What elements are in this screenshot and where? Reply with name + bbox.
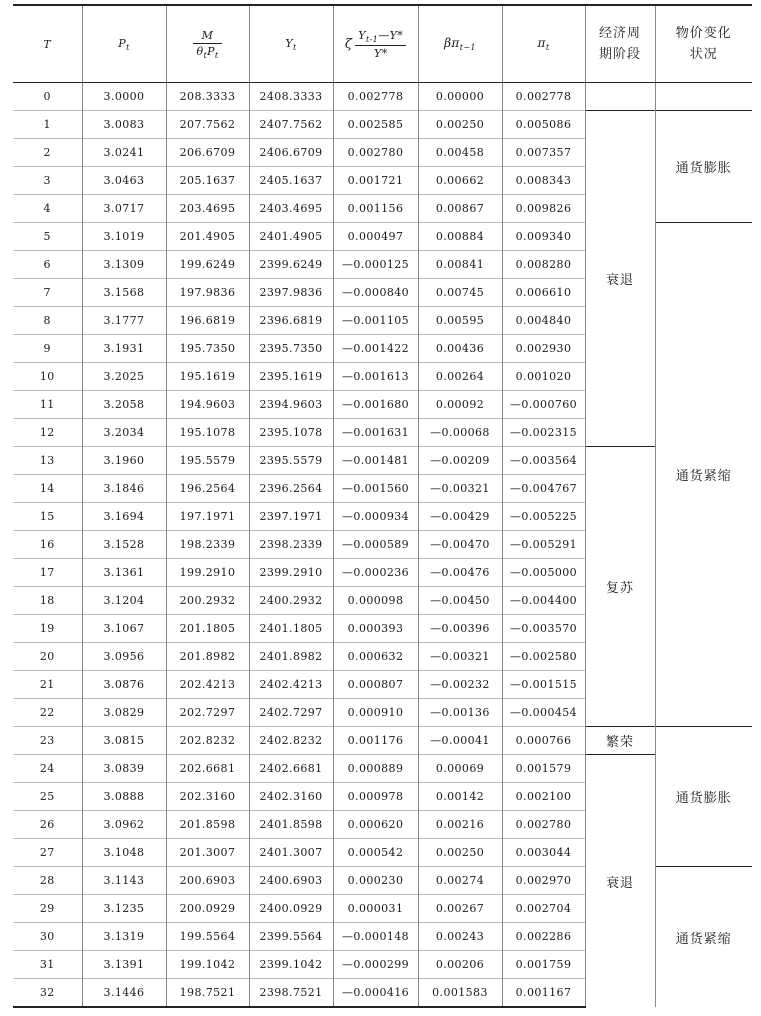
cell-y: 2395.1078 (249, 419, 333, 447)
cell-mp: 197.9836 (166, 279, 249, 307)
table-row (13, 447, 752, 475)
cell-pi: 0.001759 (502, 951, 585, 979)
cell-gap: 0.000230 (333, 867, 418, 895)
cell-y: 2396.2564 (249, 475, 333, 503)
cell-beta: 0.00436 (418, 335, 502, 363)
cell-beta: 0.00092 (418, 391, 502, 419)
table-row (13, 83, 752, 111)
cell-p: 3.1694 (82, 503, 166, 531)
cell-y: 2402.4213 (249, 671, 333, 699)
cell-t: 15 (13, 503, 82, 531)
cell-mp: 199.6249 (166, 251, 249, 279)
cell-gap: —0.001105 (333, 307, 418, 335)
cell-t: 1 (13, 111, 82, 139)
cell-gap: 0.001156 (333, 195, 418, 223)
cell-gap: 0.000497 (333, 223, 418, 251)
cell-gap: 0.000632 (333, 643, 418, 671)
cell-pi: —0.005000 (502, 559, 585, 587)
cell-beta: 0.00884 (418, 223, 502, 251)
cell-mp: 194.9603 (166, 391, 249, 419)
cell-y: 2399.1042 (249, 951, 333, 979)
cell-p: 3.1568 (82, 279, 166, 307)
header-row (13, 5, 752, 83)
cell-beta: 0.00142 (418, 783, 502, 811)
cell-p: 3.2058 (82, 391, 166, 419)
cell-pi: 0.001167 (502, 979, 585, 1008)
cell-pi: 0.009340 (502, 223, 585, 251)
cell-t: 29 (13, 895, 82, 923)
cell-mp: 195.5579 (166, 447, 249, 475)
cell-mp: 196.6819 (166, 307, 249, 335)
col-header-pi: $\pi_t$ (502, 5, 585, 83)
cell-y: 2406.6709 (249, 139, 333, 167)
cell-mp: 198.2339 (166, 531, 249, 559)
cell-gap: —0.001481 (333, 447, 418, 475)
cell-beta: 0.00595 (418, 307, 502, 335)
cell-p: 3.0829 (82, 699, 166, 727)
cell-y: 2398.2339 (249, 531, 333, 559)
cell-beta: 0.00274 (418, 867, 502, 895)
cell-p: 3.0083 (82, 111, 166, 139)
cell-beta: 0.00745 (418, 279, 502, 307)
cell-t: 12 (13, 419, 82, 447)
cell-mp: 199.1042 (166, 951, 249, 979)
cell-pi: 0.000766 (502, 727, 585, 755)
cell-beta: 0.00264 (418, 363, 502, 391)
cell-y: 2408.3333 (249, 83, 333, 111)
cell-beta: —0.00209 (418, 447, 502, 475)
col-header-cycle-phase: 经济周 期阶段 (585, 5, 655, 83)
cell-p: 3.1019 (82, 223, 166, 251)
cell-beta: —0.00396 (418, 615, 502, 643)
cell-y: 2402.3160 (249, 783, 333, 811)
cell-mp: 199.2910 (166, 559, 249, 587)
cell-gap: —0.000934 (333, 503, 418, 531)
cell-gap: —0.000589 (333, 531, 418, 559)
cell-beta: —0.00450 (418, 587, 502, 615)
cell-pi: 0.008280 (502, 251, 585, 279)
cell-y: 2402.6681 (249, 755, 333, 783)
cell-gap: 0.000393 (333, 615, 418, 643)
cell-pi: 0.001020 (502, 363, 585, 391)
cell-mp: 202.6681 (166, 755, 249, 783)
table-row (13, 727, 752, 755)
cell-pi: 0.003044 (502, 839, 585, 867)
cell-pi: 0.002780 (502, 811, 585, 839)
cell-gap: —0.001631 (333, 419, 418, 447)
cell-t: 26 (13, 811, 82, 839)
price-change-cell: 通货紧缩 (655, 223, 752, 727)
cell-beta: 0.00458 (418, 139, 502, 167)
cell-y: 2400.0929 (249, 895, 333, 923)
cycle-phase-cell (585, 83, 655, 111)
col-header-output-gap: ζ $\frac{Y_{t-1}—Y*}{Y*}$ (333, 5, 418, 83)
cell-t: 3 (13, 167, 82, 195)
cell-pi: 0.009826 (502, 195, 585, 223)
cell-mp: 201.4905 (166, 223, 249, 251)
cell-beta: 0.00000 (418, 83, 502, 111)
cell-beta: —0.00232 (418, 671, 502, 699)
cell-p: 3.1931 (82, 335, 166, 363)
cell-pi: 0.002704 (502, 895, 585, 923)
cell-gap: —0.000236 (333, 559, 418, 587)
cell-pi: —0.002580 (502, 643, 585, 671)
cell-beta: —0.00429 (418, 503, 502, 531)
cell-mp: 201.3007 (166, 839, 249, 867)
cell-beta: 0.001583 (418, 979, 502, 1008)
cell-t: 10 (13, 363, 82, 391)
cell-y: 2395.7350 (249, 335, 333, 363)
cycle-phase-cell: 繁荣 (585, 727, 655, 755)
cell-t: 24 (13, 755, 82, 783)
cell-beta: —0.00470 (418, 531, 502, 559)
cell-beta: —0.00136 (418, 699, 502, 727)
cell-beta: —0.00321 (418, 475, 502, 503)
cell-pi: —0.000454 (502, 699, 585, 727)
cell-y: 2399.2910 (249, 559, 333, 587)
col-header-t: T (13, 5, 82, 83)
cell-beta: 0.00250 (418, 839, 502, 867)
cell-y: 2397.9836 (249, 279, 333, 307)
cell-gap: 0.001721 (333, 167, 418, 195)
col-header-money-price: $\frac{M}{\theta_tP_t}$ (166, 5, 249, 83)
cell-t: 11 (13, 391, 82, 419)
cell-y: 2399.6249 (249, 251, 333, 279)
cell-gap: —0.000299 (333, 951, 418, 979)
cell-mp: 206.6709 (166, 139, 249, 167)
cell-pi: —0.005291 (502, 531, 585, 559)
cell-pi: 0.001579 (502, 755, 585, 783)
cell-mp: 200.0929 (166, 895, 249, 923)
cell-p: 3.1391 (82, 951, 166, 979)
cell-mp: 207.7562 (166, 111, 249, 139)
cell-pi: 0.006610 (502, 279, 585, 307)
cell-mp: 202.8232 (166, 727, 249, 755)
cell-t: 19 (13, 615, 82, 643)
cell-p: 3.1960 (82, 447, 166, 475)
col-header-beta-pi: $\beta\pi_{t-1}$ (418, 5, 502, 83)
cell-pi: 0.005086 (502, 111, 585, 139)
cell-y: 2401.8982 (249, 643, 333, 671)
cell-y: 2396.6819 (249, 307, 333, 335)
cell-mp: 200.2932 (166, 587, 249, 615)
cell-mp: 196.2564 (166, 475, 249, 503)
cell-t: 16 (13, 531, 82, 559)
cell-beta: 0.00867 (418, 195, 502, 223)
cell-y: 2399.5564 (249, 923, 333, 951)
cell-t: 5 (13, 223, 82, 251)
cell-beta: 0.00243 (418, 923, 502, 951)
col-header-price-change: 物价变化 状况 (655, 5, 752, 83)
cell-mp: 200.6903 (166, 867, 249, 895)
cell-p: 3.2034 (82, 419, 166, 447)
cell-beta: —0.00476 (418, 559, 502, 587)
cell-y: 2395.5579 (249, 447, 333, 475)
cell-t: 21 (13, 671, 82, 699)
cell-p: 3.0962 (82, 811, 166, 839)
cell-t: 18 (13, 587, 82, 615)
cell-p: 3.1446 (82, 979, 166, 1008)
cell-mp: 201.8598 (166, 811, 249, 839)
cell-y: 2407.7562 (249, 111, 333, 139)
cell-y: 2401.4905 (249, 223, 333, 251)
cell-gap: 0.000098 (333, 587, 418, 615)
cell-beta: —0.00068 (418, 419, 502, 447)
cell-p: 3.1204 (82, 587, 166, 615)
cell-pi: 0.008343 (502, 167, 585, 195)
cell-gap: —0.000125 (333, 251, 418, 279)
price-change-cell: 通货紧缩 (655, 867, 752, 1008)
cell-t: 6 (13, 251, 82, 279)
cell-gap: 0.000620 (333, 811, 418, 839)
cell-y: 2401.1805 (249, 615, 333, 643)
cell-gap: —0.001560 (333, 475, 418, 503)
cell-mp: 197.1971 (166, 503, 249, 531)
cell-y: 2398.7521 (249, 979, 333, 1008)
cell-t: 20 (13, 643, 82, 671)
cell-pi: 0.002100 (502, 783, 585, 811)
cell-y: 2401.8598 (249, 811, 333, 839)
cell-t: 28 (13, 867, 82, 895)
cell-mp: 201.8982 (166, 643, 249, 671)
cell-mp: 199.5564 (166, 923, 249, 951)
cell-t: 30 (13, 923, 82, 951)
cell-p: 3.1235 (82, 895, 166, 923)
price-change-cell (655, 83, 752, 111)
cell-y: 2401.3007 (249, 839, 333, 867)
cell-gap: —0.000840 (333, 279, 418, 307)
cell-pi: —0.003570 (502, 615, 585, 643)
cell-mp: 195.1619 (166, 363, 249, 391)
cell-y: 2405.1637 (249, 167, 333, 195)
cell-pi: —0.001515 (502, 671, 585, 699)
cell-p: 3.1067 (82, 615, 166, 643)
cell-p: 3.1048 (82, 839, 166, 867)
cell-pi: —0.004767 (502, 475, 585, 503)
cell-gap: 0.002585 (333, 111, 418, 139)
cell-beta: —0.00041 (418, 727, 502, 755)
cell-y: 2402.8232 (249, 727, 333, 755)
table-row (13, 111, 752, 139)
cell-y: 2400.2932 (249, 587, 333, 615)
cell-t: 17 (13, 559, 82, 587)
cell-t: 31 (13, 951, 82, 979)
cell-beta: 0.00069 (418, 755, 502, 783)
cell-y: 2397.1971 (249, 503, 333, 531)
cell-t: 14 (13, 475, 82, 503)
cell-beta: 0.00250 (418, 111, 502, 139)
cell-pi: —0.000760 (502, 391, 585, 419)
cell-mp: 202.3160 (166, 783, 249, 811)
cell-gap: —0.001680 (333, 391, 418, 419)
cell-pi: 0.004840 (502, 307, 585, 335)
cell-p: 3.0815 (82, 727, 166, 755)
table-body (13, 83, 752, 1008)
cell-t: 25 (13, 783, 82, 811)
cell-mp: 195.7350 (166, 335, 249, 363)
cell-mp: 208.3333 (166, 83, 249, 111)
col-header-y: $Y_t$ (249, 5, 333, 83)
cell-gap: 0.000978 (333, 783, 418, 811)
cell-y: 2400.6903 (249, 867, 333, 895)
cell-beta: 0.00267 (418, 895, 502, 923)
cell-p: 3.2025 (82, 363, 166, 391)
cell-gap: 0.000910 (333, 699, 418, 727)
cell-pi: 0.002930 (502, 335, 585, 363)
cell-gap: —0.000148 (333, 923, 418, 951)
price-change-cell: 通货膨胀 (655, 111, 752, 223)
cell-t: 23 (13, 727, 82, 755)
cell-beta: 0.00841 (418, 251, 502, 279)
cell-p: 3.1846 (82, 475, 166, 503)
cell-beta: 0.00216 (418, 811, 502, 839)
cell-p: 3.1309 (82, 251, 166, 279)
cell-t: 2 (13, 139, 82, 167)
cell-pi: 0.002778 (502, 83, 585, 111)
table-row (13, 755, 752, 783)
cell-beta: —0.00321 (418, 643, 502, 671)
cell-y: 2395.1619 (249, 363, 333, 391)
cell-p: 3.0956 (82, 643, 166, 671)
cycle-phase-cell: 衰退 (585, 111, 655, 447)
cell-mp: 202.7297 (166, 699, 249, 727)
cell-gap: 0.000807 (333, 671, 418, 699)
price-change-cell: 通货膨胀 (655, 727, 752, 867)
cell-gap: 0.000542 (333, 839, 418, 867)
cell-gap: 0.002778 (333, 83, 418, 111)
cycle-phase-cell: 复苏 (585, 447, 655, 727)
cell-mp: 203.4695 (166, 195, 249, 223)
cell-gap: —0.001422 (333, 335, 418, 363)
cell-pi: —0.004400 (502, 587, 585, 615)
cell-p: 3.1528 (82, 531, 166, 559)
cell-gap: 0.001176 (333, 727, 418, 755)
cell-mp: 198.7521 (166, 979, 249, 1008)
cell-p: 3.0876 (82, 671, 166, 699)
cell-t: 13 (13, 447, 82, 475)
cell-t: 9 (13, 335, 82, 363)
cell-t: 22 (13, 699, 82, 727)
cell-p: 3.1143 (82, 867, 166, 895)
cell-mp: 195.1078 (166, 419, 249, 447)
cell-gap: 0.000031 (333, 895, 418, 923)
col-header-p: $P_t$ (82, 5, 166, 83)
cell-p: 3.1361 (82, 559, 166, 587)
cell-p: 3.0000 (82, 83, 166, 111)
cell-beta: 0.00662 (418, 167, 502, 195)
cell-gap: 0.000889 (333, 755, 418, 783)
cell-p: 3.0888 (82, 783, 166, 811)
cell-y: 2403.4695 (249, 195, 333, 223)
cell-mp: 202.4213 (166, 671, 249, 699)
cell-beta: 0.00206 (418, 951, 502, 979)
cell-t: 0 (13, 83, 82, 111)
cell-y: 2402.7297 (249, 699, 333, 727)
cell-gap: 0.002780 (333, 139, 418, 167)
cell-p: 3.0839 (82, 755, 166, 783)
cell-t: 8 (13, 307, 82, 335)
cell-p: 3.1777 (82, 307, 166, 335)
cell-pi: 0.007357 (502, 139, 585, 167)
cycle-phase-cell: 衰退 (585, 755, 655, 1008)
cell-p: 3.0463 (82, 167, 166, 195)
cell-p: 3.0241 (82, 139, 166, 167)
cell-t: 4 (13, 195, 82, 223)
cell-mp: 205.1637 (166, 167, 249, 195)
cell-p: 3.0717 (82, 195, 166, 223)
cell-t: 32 (13, 979, 82, 1008)
cell-p: 3.1319 (82, 923, 166, 951)
cell-pi: —0.002315 (502, 419, 585, 447)
cell-pi: —0.005225 (502, 503, 585, 531)
cell-y: 2394.9603 (249, 391, 333, 419)
cell-pi: 0.002970 (502, 867, 585, 895)
cell-t: 7 (13, 279, 82, 307)
cell-gap: —0.001613 (333, 363, 418, 391)
cell-pi: 0.002286 (502, 923, 585, 951)
cell-pi: —0.003564 (502, 447, 585, 475)
cell-gap: —0.000416 (333, 979, 418, 1008)
data-table (13, 4, 752, 1008)
cell-mp: 201.1805 (166, 615, 249, 643)
cell-t: 27 (13, 839, 82, 867)
